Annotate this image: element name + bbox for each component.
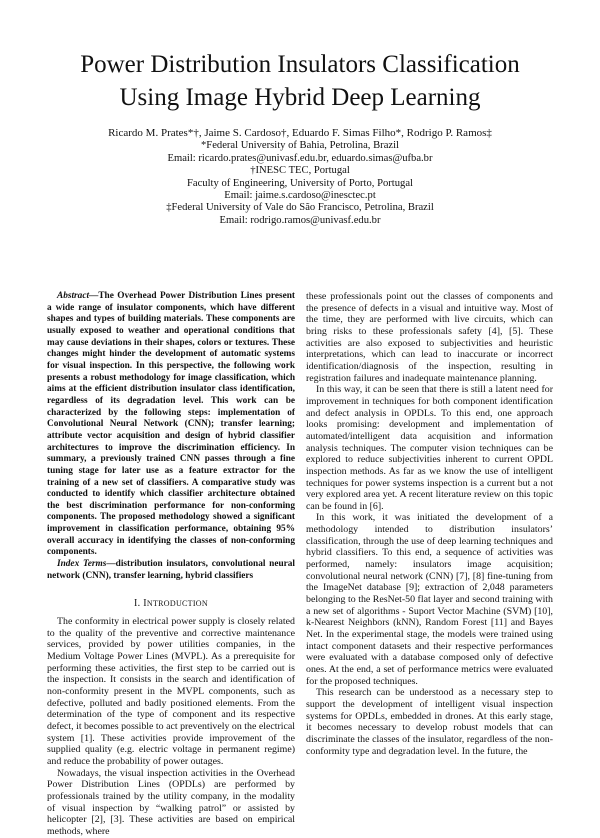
abstract xyxy=(47,291,295,559)
body-paragraph: The conformity in electrical power supply is closely related to the quality of the preventive and corrective maintenance services, provided by power utilities companies, in the Medium Voltage Power Lines (MVPL). As a prerequisite for performing these activities, the first step to be carried out is the inspection. It consists in the search and identification of non-conformity present in the MVPL components, such as defective, polluted and badly positioned elements. From the determination of the type of component and its respective defect, it becomes possible to act preventively on the electrical system [1]. These activities provide improvement of the supplied quality (e.g. electric voltage in permanent regime) and reduce the probability of power outages. xyxy=(47,616,295,767)
affiliation: ‡Federal University of Vale do São Francisco, Petrolina, Brazil xyxy=(166,202,434,214)
body-paragraph: This research can be understood as a necessary step to support the development of intelligent visual inspection systems for OPDLs, embedded in drones. At this early stage, it becomes necessary to develop robust models that can discriminate the classes of the insulator, regardless of the non-conformity type and degradation level. In the future, the xyxy=(306,687,553,757)
index-terms xyxy=(47,559,295,582)
affiliation: *Federal University of Bahia, Petrolina, Brazil xyxy=(201,140,399,152)
body-paragraph: Nowadays, the visual inspection activities in the Overhead Power Distribution Lines (OPDLs) are performed by professionals trained by the utility company, in the modality of visual inspection by “walking patrol” or assisted by helicopter [2], [3]. These activities are based on empirical methods, where xyxy=(47,767,295,837)
email: Email: ricardo.prates@univasf.edu.br, eduardo.simas@ufba.br xyxy=(167,152,433,164)
abstract-text: —The Overhead Power Distribution Lines present a wide range of insulator components, which have different shapes and types of building materials. These components are usually exposed to weather and operational conditions that may cause deviations in their shapes, colors or textures. These changes might hinder the development of automatic systems for visual inspection. In this perspective, the following work presents a robust methodology for image classification, which aims at the efficient distribution insulator class identification, regardless of its degradation level. This work can be characterized by the following steps: implementation of Convolutional Neural Network (CNN); transfer learning; attribute vector acquisition and design of hybrid classifier architectures to improve the discrimination efficiency. In summary, a previously trained CNN passes through a fine tuning stage for later use as a feature extractor for the training of a new set of classifiers. A comparative study was conducted to identify which classifier architecture obtained the best discrimination performance for non-conforming components. The proposed methodology showed a significant improvement in classification performance, obtaining 95% overall accuracy in identifying the classes of non-conforming components. xyxy=(47,291,295,558)
left-column xyxy=(47,291,295,838)
author-names: Ricardo M. Prates*†, Jaime S. Cardoso†, Eduardo F. Simas Filho*, Rodrigo P. Ramos‡ xyxy=(108,127,492,139)
affiliation: †INESC TEC, Portugal xyxy=(250,165,350,177)
right-column xyxy=(306,291,553,757)
title-line: Power Distribution Insulators Classification xyxy=(80,51,520,78)
body-paragraph: In this way, it can be seen that there is still a latent need for improvement in techniques for both component identification and defect analysis in OPDLs. To this end, one approach looks promising: development and implementation of automated/intelligent data acquisition and information analysis techniques. The computer vision techniques can be explored to reduce subjectivities inherent to current OPDL inspection methods. As far as we know the use of intelligent techniques for power systems inspection is a current but a not very explored area yet. A recent literature review on this topic can be found in [6]. xyxy=(306,384,553,512)
body-paragraph: In this work, it was initiated the development of a methodology intended to distribution insulators’ classification, through the use of deep learning techniques and hybrid classifiers. To this end, a sequence of activities was performed, namely: insulators image acquisition; convolutional neural network (CNN) [7], [8] fine-tuning from the ImageNet database [9]; extraction of 2,048 parameters belonging to the ResNet-50 flat layer and second training with a new set of algorithms - Suport Vector Machine (SVM) [10], k-Nearest Neighbors (kNN), Random Forest [11] and Bayes Net. In the experimental stage, the models were trained using intact component datasets and their respective performances were evaluated with a database composed only of defective ones. At the end, a set of performance metrics were evaluated for the proposed techniques. xyxy=(306,512,553,687)
section-heading: I. INTRODUCTION xyxy=(134,598,208,610)
paper-title xyxy=(0,48,600,114)
email: Email: rodrigo.ramos@univasf.edu.br xyxy=(219,214,381,226)
abstract-label: Abstract xyxy=(57,291,90,301)
title-line: Using Image Hybrid Deep Learning xyxy=(119,84,481,111)
email: Email: jaime.s.cardoso@inesctec.pt xyxy=(224,190,376,202)
author-block xyxy=(0,127,600,227)
affiliation: Faculty of Engineering, University of Porto, Portugal xyxy=(187,177,413,189)
index-terms-text: —distribution insulators, convolutional neural network (CNN), transfer learning, hybrid classifiers xyxy=(47,559,295,581)
body-paragraph: these professionals point out the classes of components and the presence of defects in a visual and intuitive way. Most of the time, they are performed with live circuits, which can bring risks to these professionals safety [4], [5]. These activities are also exposed to subjectivities and heuristic interpretations, which can lead to inaccurate or incorrect identification/diagnosis of the inspection, resulting in registration failures and inadequate maintenance planning. xyxy=(306,291,553,384)
index-terms-label: Index Terms xyxy=(57,559,107,570)
